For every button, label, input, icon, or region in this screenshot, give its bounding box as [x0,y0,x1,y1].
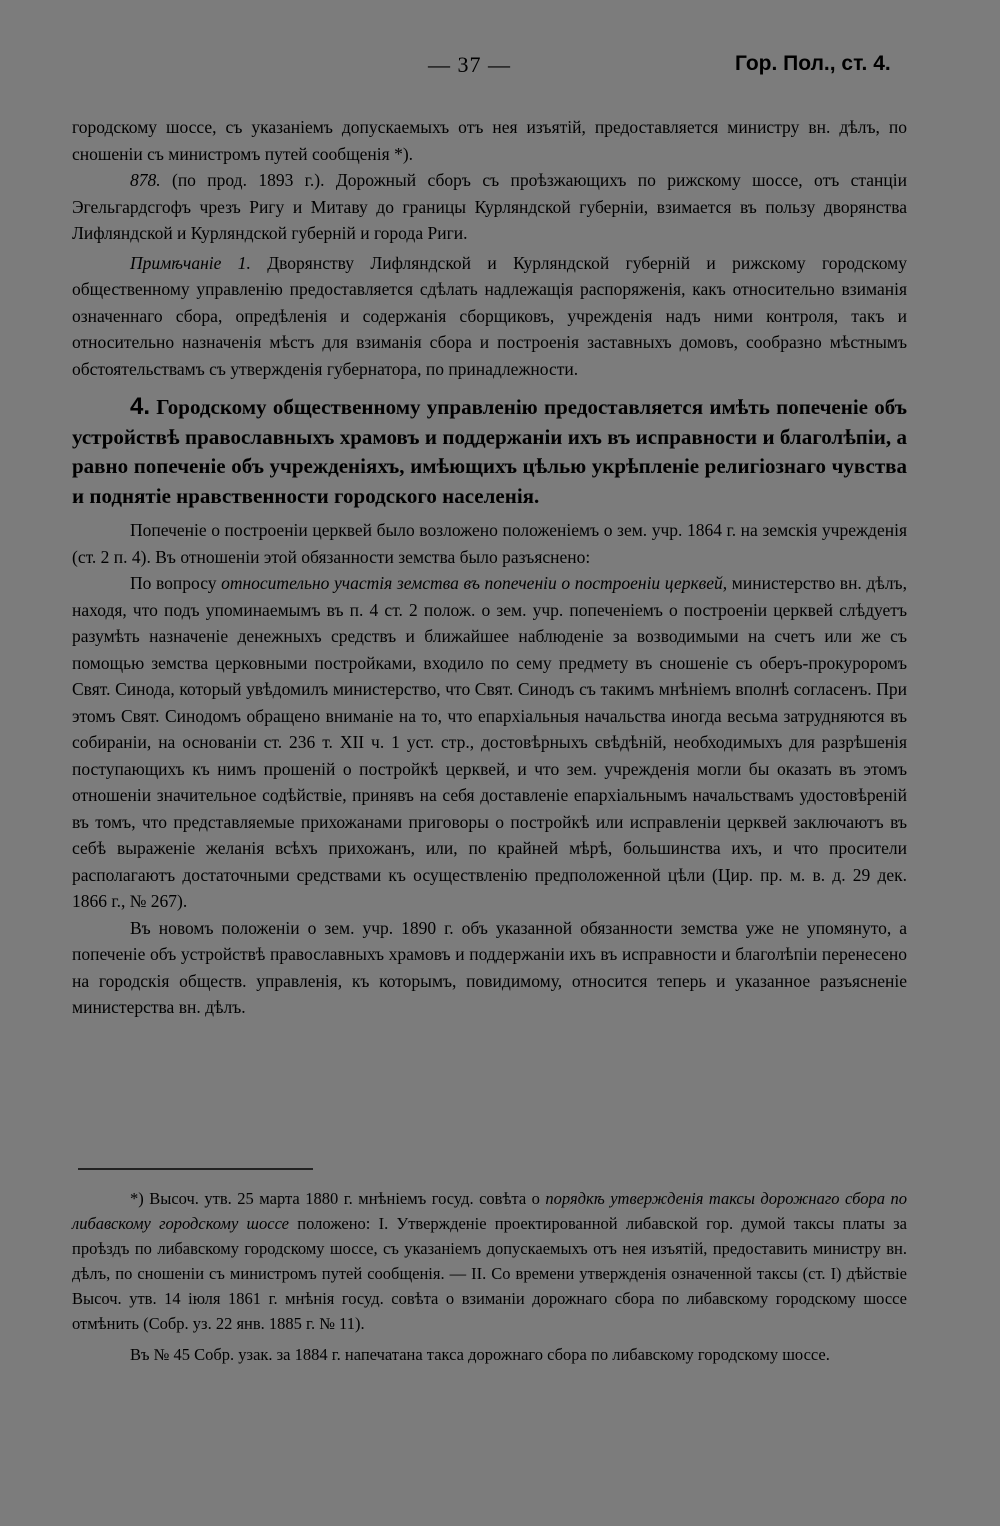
circular-lead: По вопросу [130,573,222,593]
circular-text: министерство вн. дѣлъ, находя, что подъ упоминаемымъ въ п. 4 ст. 2 полож. о зем. учр. попеченіемъ о построеніи церквей слѣдуетъ разумѣть назначеніе денежныхъ средствъ и ближайшее наблюденіе за возводимыми на счетъ или же съ помощью земства церковными постройками, входило по сему предмету въ сношеніе съ оберъ-прокуроромъ Свят. Синода, который увѣдомилъ министерство, что Свят. Синодъ съ такимъ мнѣніемъ вполнѣ согласенъ. При этомъ Свят. Синодомъ обращено вниманіе на то, что епархіальныя начальства иногда весьма затрудняются въ собираніи, на основаніи ст. 236 т. XII ч. 1 уст. стр., достовѣрныхъ свѣдѣній, необходимыхъ для разрѣшенія поступающихъ къ нимъ прошеній о постройкѣ церквей, и что зем. учрежденія могли бы оказать въ этомъ отношеніи значительное содѣйствіе, принявъ на себя доставленіе епархіальнымъ начальствамъ удостовѣреній въ томъ, что представляемые прихожанами приговоры о постройкѣ или исправленіи церквей заключаютъ въ себѣ выраженіе желанія всѣхъ прихожанъ, или, по крайней мѣрѣ, большинства ихъ, и что просители располагаютъ достаточными средствами къ осуществленію предположенной цѣли (Цир. пр. м. в. д. 29 дек. 1866 г., № 267). [72,573,907,911]
footnote-2: Въ № 45 Собр. узак. за 1884 г. напечатана такса дорожнаго сбора по либавскому городскому шоссе. [130,1345,830,1364]
footnote-1-lead: *) Высоч. утв. 25 марта 1880 г. мнѣніемъ госуд. совѣта о [130,1189,546,1208]
article-reference: 878. [130,170,161,190]
note-text: Дворянству Лифляндской и Курляндской губерній и рижскому городскому общественному управленію предоставляется сдѣлать надлежащія распоряженія, какъ относительно взиманія означеннаго сбора, опредѣленія и содержанія сборщиковъ, учрежденія надъ ними контроля, такъ и относительно назначенія мѣстъ для взиманія сбора и построенія заставныхъ домовъ, сообразно мѣстнымъ обстоятельствамъ съ утвержденія губернатора, по принадлежности. [72,252,908,379]
article-878-text: (по прод. 1893 г.). Дорожный сборъ съ проѣзжающихъ по рижскому шоссе, отъ станціи Эгельгардсгофъ чрезъ Ригу и Митаву до границы Курляндской губерніи, взимается въ пользу дворянства Лифляндской и Курляндской губерній и города Риги. [72,170,907,243]
paragraph-continuation: городскому шоссе, съ указаніемъ допускаемыхъ отъ нея изъятій, предоставляется министру вн. дѣлъ, по сношеніи съ министромъ путей сообщенія *). [72,117,907,164]
section-reference: Гор. Пол., ст. 4. [735,52,891,75]
footnote-1-subject: порядкѣ утвержденія таксы дорожнаго сбора по либавскому городскому шоссе [72,1189,908,1233]
main-text [72,114,907,1021]
footnote-divider [78,1168,313,1170]
paragraph-circular [72,570,907,915]
paragraph-note-1 [72,250,907,383]
article-number: 4. [130,393,151,420]
page-header [0,52,1000,82]
circular-subject: относительно участія земства въ попеченіи о построеніи церквей, [221,573,728,593]
footnote-1 [72,1186,907,1336]
article-4-text: Городскому общественному управленію предоставляется имѣть попеченіе объ устройствѣ православныхъ храмовъ и поддержаніи ихъ въ исправности и благолѣпіи, а равно попеченіе объ учрежденіяхъ, имѣющихъ цѣлью укрѣпленіе религіознаго чувства и поднятіе нравственности городского населенія. [72,395,907,508]
paragraph-commentary: Попеченіе о построеніи церквей было возложено положеніемъ о зем. учр. 1864 г. на земскія учрежденія (ст. 2 п. 4). Въ отношеніи этой обязанности земства было разъяснено: [72,520,907,567]
footnote-1-text: положено: I. Утвержденіе проектированной либавской гор. думой таксы платы за проѣздъ по либавскому городскому шоссе, съ указаніемъ допускаемыхъ отъ нея изъятій, предоставить министру вн. дѣлъ, по сношеніи съ министромъ путей сообщенія. — II. Со времени утвержденія означенной таксы (ст. I) дѣйствіе Высоч. утв. 14 іюля 1861 г. мнѣнія госуд. совѣта о взиманіи дорожнаго сбора по либавскому городскому шоссе отмѣнить (Собр. уз. 22 янв. 1885 г. № 11). [72,1214,907,1333]
paragraph-new-regulation: Въ новомъ положеніи о зем. учр. 1890 г. объ указанной обязанности земства уже не упомянуто, а попеченіе объ устройствѣ православныхъ храмовъ и поддержаніи ихъ въ исправности и благолѣпіи перенесено на городскія обществ. управленія, къ которымъ, повидимому, относится теперь и указанное разъясненіе министерства вн. дѣлъ. [72,917,907,1017]
paragraph-article-878 [72,167,907,247]
footnotes [72,1186,907,1367]
note-label: Примѣчаніе 1. [130,252,251,273]
page-number: — 37 — [428,52,511,77]
article-4 [72,392,907,511]
